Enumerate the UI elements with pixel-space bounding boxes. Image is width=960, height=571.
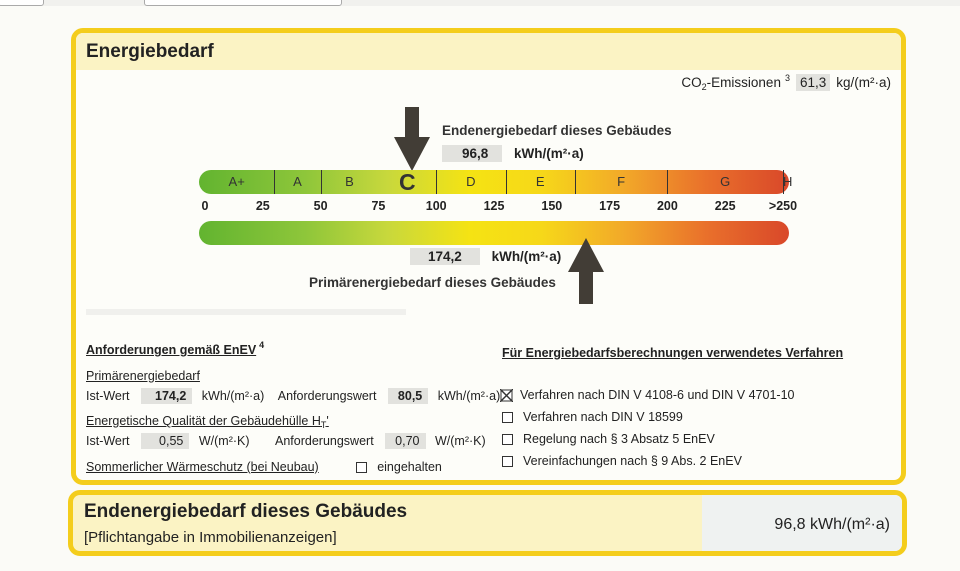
envelope-anf-value: 0,70: [385, 433, 425, 449]
end-energy-value: 96,8: [442, 145, 502, 162]
toolbar-field[interactable]: [0, 0, 44, 6]
procedure-checkbox[interactable]: [502, 434, 513, 445]
energy-class-a: A: [293, 174, 302, 189]
procedure-checkbox[interactable]: [502, 456, 513, 467]
energy-class-b: B: [345, 174, 354, 189]
primary-energy-readout: [410, 249, 561, 264]
energy-demand-panel: [71, 28, 906, 485]
scale-tick-label: 100: [425, 199, 447, 213]
end-energy-readout: [442, 146, 584, 161]
primary-energy-unit: kWh/(m²·a): [491, 249, 562, 264]
procedure-item: [502, 432, 715, 446]
procedure-checkbox[interactable]: [502, 412, 513, 423]
scale-tick-label: 125: [483, 199, 505, 213]
panel-title: Energiebedarf: [86, 41, 214, 62]
scale-tick-label: >250: [768, 199, 798, 213]
primary-ist-row: [86, 389, 500, 403]
scale-tick-label: 75: [371, 199, 386, 213]
end-energy-unit: kWh/(m²·a): [514, 146, 584, 161]
energy-class-aplus: A+: [228, 174, 245, 189]
primary-anf-label: Anforderungswert: [277, 389, 377, 403]
energy-class-e: E: [535, 174, 545, 189]
primary-energy-band: [199, 221, 789, 245]
footer-note: [Pflichtangabe in Immobilienanzeigen]: [84, 529, 337, 546]
footer-value: 96,8 kWh/(m²·a): [774, 516, 890, 533]
browser-toolbar-strip: [0, 0, 960, 6]
summer-check-label: eingehalten: [377, 460, 442, 474]
energy-class-d: D: [466, 174, 476, 189]
envelope-heading: Energetische Qualität der Gebäudehülle $H_T'$: [86, 414, 329, 430]
co2-label: $CO_2$-Emissionen $^3$: [681, 73, 790, 92]
scale-tick-label: 175: [599, 199, 621, 213]
envelope-ist-unit: W/(m²·K): [198, 434, 250, 448]
summer-label: Sommerlicher Wärmeschutz (bei Neubau): [86, 460, 319, 474]
primary-ist-unit: kWh/(m²·a): [201, 389, 265, 403]
requirements-heading: Anforderungen gemäß EnEV 4: [86, 340, 265, 357]
energy-class-h: H: [783, 174, 793, 189]
procedure-item-label: Verfahren nach DIN V 18599: [523, 410, 683, 424]
envelope-anf-unit: W/(m²·K): [434, 434, 486, 448]
co2-unit: kg/(m²·a): [836, 75, 891, 90]
envelope-ist-value: 0,55: [141, 433, 189, 449]
scale-tick-label: 50: [313, 199, 328, 213]
primary-energy-label: Primärenergiebedarf dieses Gebäudes: [309, 275, 556, 290]
primary-energy-arrow-icon: [566, 238, 606, 306]
toolbar-field[interactable]: [144, 0, 342, 6]
primary-ist-label: Ist-Wert: [86, 389, 130, 403]
envelope-anf-label: Anforderungswert: [275, 434, 374, 448]
energy-class-f: F: [617, 174, 626, 189]
primary-energy-value: 174,2: [410, 248, 480, 265]
end-energy-label: Endenergiebedarf dieses Gebäudes: [442, 123, 672, 138]
co2-emissions: [681, 74, 891, 91]
energy-efficiency-scale: [199, 169, 798, 245]
procedure-item-label: Verfahren nach DIN V 4108-6 und DIN V 4701-10: [520, 388, 795, 402]
primary-energy-heading: Primärenergiebedarf: [86, 369, 200, 383]
procedure-item: [502, 388, 794, 402]
energy-class-g: G: [720, 174, 731, 189]
scale-tick-label: 225: [714, 199, 736, 213]
procedure-item: [502, 454, 742, 468]
scale-tick-label: 25: [255, 199, 270, 213]
footer-title: Endenergiebedarf dieses Gebäudes: [84, 501, 408, 522]
checked-checkbox-icon[interactable]: [500, 389, 513, 402]
energy-class-c: C: [398, 169, 416, 195]
co2-value: 61,3: [796, 74, 830, 91]
end-energy-arrow-icon: [392, 107, 432, 173]
envelope-ist-row: [86, 434, 486, 448]
envelope-ist-label: Ist-Wert: [86, 434, 130, 448]
procedure-item-label: Regelung nach § 3 Absatz 5 EnEV: [523, 432, 715, 446]
summer-checkbox[interactable]: [356, 462, 367, 473]
bleed-through-text: ▬▬▬▬▬▬▬▬▬▬▬▬▬▬▬▬: [86, 298, 406, 320]
primary-ist-value: 174,2: [141, 388, 192, 404]
scale-tick-label: 200: [656, 199, 678, 213]
scale-tick-label: 0: [201, 199, 209, 213]
primary-anf-value: 80,5: [388, 388, 428, 404]
footer-panel: [68, 490, 907, 556]
procedure-item-label: Vereinfachungen nach § 9 Abs. 2 EnEV: [523, 454, 742, 468]
procedure-item: [502, 410, 683, 424]
summer-row: [86, 460, 442, 474]
scale-tick-label: 150: [541, 199, 563, 213]
primary-anf-unit: kWh/(m²·a): [437, 389, 501, 403]
procedure-heading: Für Energiebedarfsberechnungen verwendetes Verfahren: [502, 346, 844, 360]
